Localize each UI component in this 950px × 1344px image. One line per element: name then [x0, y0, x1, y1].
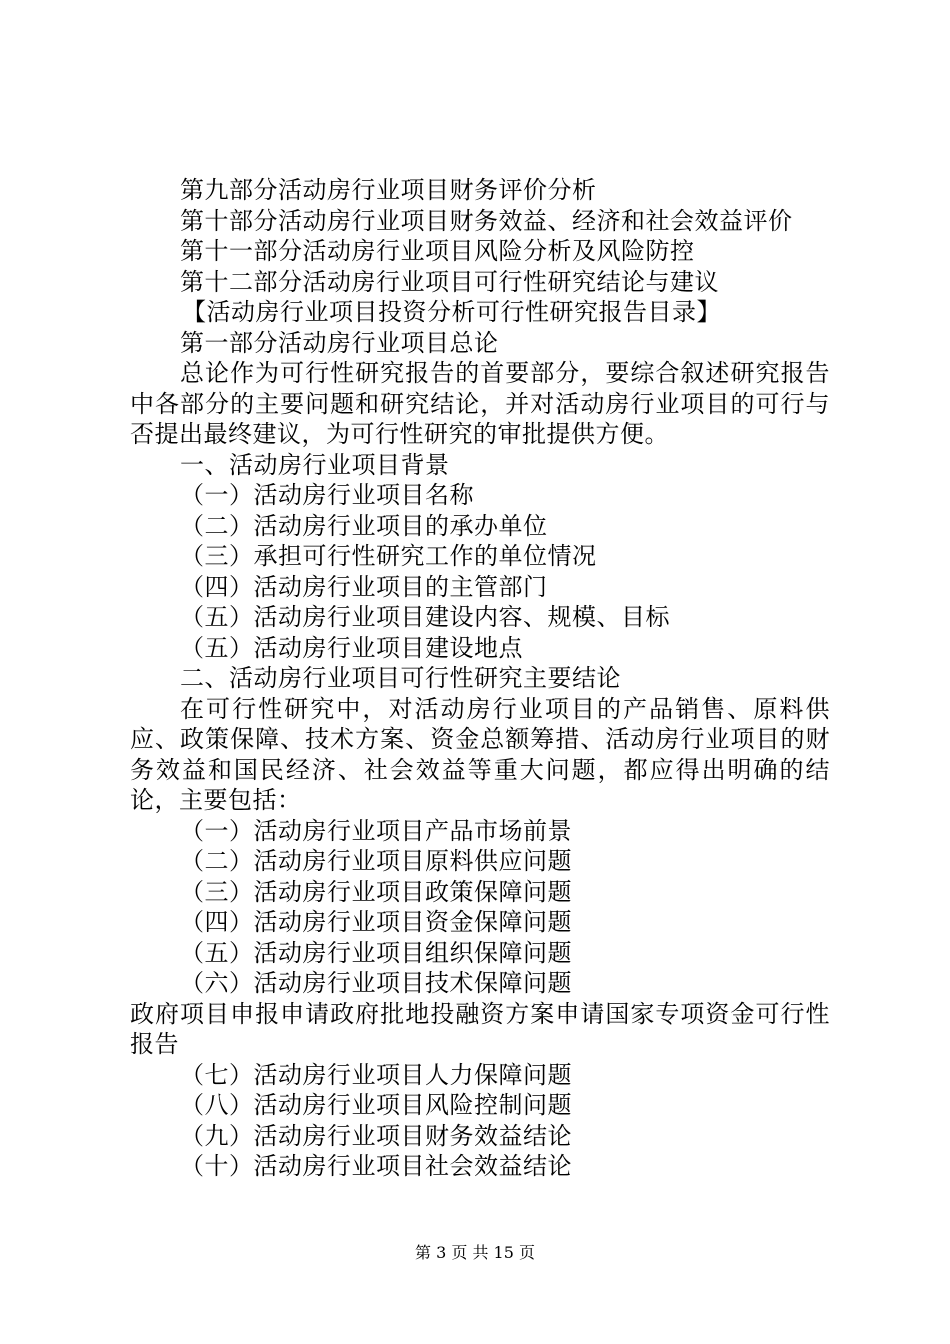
section-one-item: （四）活动房行业项目的主管部门	[180, 572, 548, 601]
toc-line: 第十二部分活动房行业项目可行性研究结论与建议	[180, 267, 719, 296]
toc-bracket-title: 【活动房行业项目投资分析可行性研究报告目录】	[182, 298, 721, 326]
section-two-item: （九）活动房行业项目财务效益结论	[180, 1121, 572, 1150]
section-two-item: （三）活动房行业项目政策保障问题	[180, 877, 572, 906]
section-one-item: （二）活动房行业项目的承办单位	[180, 511, 548, 540]
section-two-item: （五）活动房行业项目组织保障问题	[180, 938, 572, 967]
section-one-item: （五）活动房行业项目建设内容、规模、目标	[180, 603, 670, 631]
summary-paragraph: 总论作为可行性研究报告的首要部分，要综合叙述研究报告中各部分的主要问题和研究结论，并对活动房行业项目的可行与否提出最终建议，为可行性研究的审批提供方便。	[130, 359, 830, 448]
part-one-title: 第一部分活动房行业项目总论	[180, 328, 499, 357]
document-body	[130, 175, 830, 1182]
section-one-item: （五）活动房行业项目建设地点	[180, 633, 523, 662]
section-two-heading: 二、活动房行业项目可行性研究主要结论	[180, 664, 621, 692]
section-two-paragraph: 在可行性研究中，对活动房行业项目的产品销售、原料供应、政策保障、技术方案、资金总额筹措、活动房行业项目的财务效益和国民经济、社会效益等重大问题，都应得出明确的结论，主要包括：	[130, 694, 830, 814]
page-footer: 第 3 页 共 15 页	[415, 1243, 535, 1262]
toc-line: 第九部分活动房行业项目财务评价分析	[180, 176, 597, 204]
section-two-item: （六）活动房行业项目技术保障问题	[180, 969, 572, 997]
section-two-item: （十）活动房行业项目社会效益结论	[180, 1152, 572, 1180]
section-two-item: （四）活动房行业项目资金保障问题	[180, 908, 572, 936]
section-two-item: （一）活动房行业项目产品市场前景	[180, 816, 572, 845]
toc-line: 第十一部分活动房行业项目风险分析及风险防控	[180, 237, 695, 265]
section-one-item: （一）活动房行业项目名称	[180, 481, 474, 509]
section-two-item: （八）活动房行业项目风险控制问题	[180, 1091, 572, 1119]
insert-paragraph: 政府项目申报申请政府批地投融资方案申请国家专项资金可行性报告	[130, 999, 830, 1058]
section-two-item: （七）活动房行业项目人力保障问题	[180, 1060, 572, 1089]
toc-line: 第十部分活动房行业项目财务效益、经济和社会效益评价	[180, 206, 793, 235]
section-two-item: （二）活动房行业项目原料供应问题	[180, 847, 572, 875]
section-one-item: （三）承担可行性研究工作的单位情况	[180, 542, 597, 570]
section-one-heading: 一、活动房行业项目背景	[180, 450, 450, 479]
